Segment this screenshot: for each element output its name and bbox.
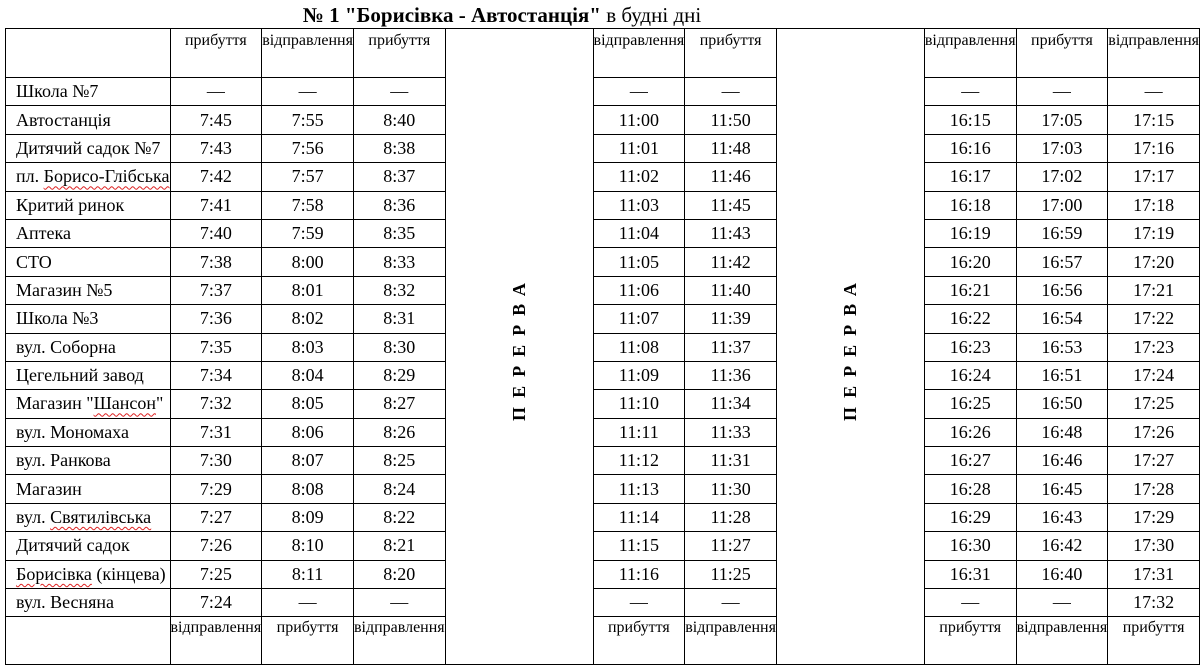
break-label: ПЕРЕРВА: [508, 273, 529, 421]
time-cell: 11:27: [685, 532, 777, 560]
time-cell: 16:15: [924, 106, 1016, 134]
column-footer: прибуття: [262, 617, 354, 665]
time-cell: 17:05: [1016, 106, 1108, 134]
column-header: відправлення: [1108, 29, 1200, 78]
column-footer: відправлення: [353, 617, 445, 665]
stop-name: Магазин "Шансон": [6, 390, 171, 418]
time-cell: 7:55: [262, 106, 354, 134]
time-cell: 8:04: [262, 361, 354, 389]
time-cell: 11:39: [685, 305, 777, 333]
time-cell: 16:48: [1016, 418, 1108, 446]
time-cell: 16:42: [1016, 532, 1108, 560]
time-cell: 8:03: [262, 333, 354, 361]
time-cell: 17:22: [1108, 305, 1200, 333]
time-cell: 8:09: [262, 503, 354, 531]
time-cell: 17:00: [1016, 191, 1108, 219]
time-cell: 17:03: [1016, 134, 1108, 162]
time-cell: 16:30: [924, 532, 1016, 560]
time-cell: 8:05: [262, 390, 354, 418]
column-header: прибуття: [1016, 29, 1108, 78]
time-cell: 17:24: [1108, 361, 1200, 389]
column-header: прибуття: [685, 29, 777, 78]
column-footer: прибуття: [924, 617, 1016, 665]
stop-name: Цегельний завод: [6, 361, 171, 389]
table-row: [6, 106, 1200, 134]
time-cell: 7:43: [170, 134, 262, 162]
time-cell: 7:34: [170, 361, 262, 389]
time-cell: —: [685, 589, 777, 617]
time-cell: 8:20: [353, 560, 445, 588]
time-cell: 16:56: [1016, 276, 1108, 304]
time-cell: 11:28: [685, 503, 777, 531]
time-cell: 8:27: [353, 390, 445, 418]
page-title: [5, 1, 999, 29]
time-cell: —: [353, 78, 445, 106]
time-cell: 7:31: [170, 418, 262, 446]
time-cell: 16:57: [1016, 248, 1108, 276]
table-row: [6, 447, 1200, 475]
time-cell: 17:26: [1108, 418, 1200, 446]
time-cell: 8:31: [353, 305, 445, 333]
time-cell: 16:53: [1016, 333, 1108, 361]
time-cell: 11:43: [685, 219, 777, 247]
time-cell: —: [262, 589, 354, 617]
stop-name: Дитячий садок: [6, 532, 171, 560]
stop-name: Магазин №5: [6, 276, 171, 304]
time-cell: 11:03: [593, 191, 685, 219]
stop-name: СТО: [6, 248, 171, 276]
time-cell: 11:10: [593, 390, 685, 418]
time-cell: 11:13: [593, 475, 685, 503]
column-header: прибуття: [353, 29, 445, 78]
time-cell: 17:29: [1108, 503, 1200, 531]
time-cell: 11:37: [685, 333, 777, 361]
time-cell: —: [593, 589, 685, 617]
time-cell: 11:31: [685, 447, 777, 475]
time-cell: 8:08: [262, 475, 354, 503]
break-label: ПЕРЕРВА: [839, 273, 860, 421]
table-row: [6, 219, 1200, 247]
time-cell: —: [593, 78, 685, 106]
stop-name: Борисівка (кінцева): [6, 560, 171, 588]
time-cell: 16:21: [924, 276, 1016, 304]
time-cell: 17:30: [1108, 532, 1200, 560]
time-cell: 7:57: [262, 163, 354, 191]
column-header: відправлення: [593, 29, 685, 78]
time-cell: 7:59: [262, 219, 354, 247]
table-row: [6, 560, 1200, 588]
stop-header-cell: [6, 29, 171, 78]
time-cell: 7:41: [170, 191, 262, 219]
time-cell: 17:28: [1108, 475, 1200, 503]
time-cell: 11:25: [685, 560, 777, 588]
table-row: [6, 78, 1200, 106]
column-footer: прибуття: [593, 617, 685, 665]
time-cell: 16:43: [1016, 503, 1108, 531]
time-cell: 16:18: [924, 191, 1016, 219]
time-cell: 8:30: [353, 333, 445, 361]
time-cell: 11:40: [685, 276, 777, 304]
time-cell: 8:33: [353, 248, 445, 276]
time-cell: 11:45: [685, 191, 777, 219]
time-cell: 7:58: [262, 191, 354, 219]
gap-cell: [776, 29, 924, 78]
table-row: [6, 475, 1200, 503]
time-cell: 16:16: [924, 134, 1016, 162]
footer-row: [6, 617, 1200, 665]
time-cell: —: [924, 589, 1016, 617]
stop-name: вул. Мономаха: [6, 418, 171, 446]
time-cell: 16:27: [924, 447, 1016, 475]
stop-name: вул. Соборна: [6, 333, 171, 361]
time-cell: 16:59: [1016, 219, 1108, 247]
time-cell: 16:26: [924, 418, 1016, 446]
time-cell: 17:32: [1108, 589, 1200, 617]
time-cell: 11:50: [685, 106, 777, 134]
time-cell: 11:02: [593, 163, 685, 191]
time-cell: 7:42: [170, 163, 262, 191]
time-cell: 8:35: [353, 219, 445, 247]
time-cell: —: [685, 78, 777, 106]
time-cell: 7:40: [170, 219, 262, 247]
time-cell: 8:40: [353, 106, 445, 134]
time-cell: 8:24: [353, 475, 445, 503]
time-cell: 16:45: [1016, 475, 1108, 503]
table-row: [6, 134, 1200, 162]
time-cell: 7:45: [170, 106, 262, 134]
stop-name: Автостанція: [6, 106, 171, 134]
time-cell: 7:36: [170, 305, 262, 333]
stop-name: Магазин: [6, 475, 171, 503]
stop-name: вул. Весняна: [6, 589, 171, 617]
time-cell: 17:16: [1108, 134, 1200, 162]
table-row: [6, 305, 1200, 333]
time-cell: 7:25: [170, 560, 262, 588]
break-cell: [776, 78, 924, 617]
stop-name: Критий ринок: [6, 191, 171, 219]
time-cell: 11:30: [685, 475, 777, 503]
time-cell: —: [924, 78, 1016, 106]
time-cell: 11:36: [685, 361, 777, 389]
time-cell: 11:05: [593, 248, 685, 276]
header-row: [6, 29, 1200, 78]
time-cell: 11:06: [593, 276, 685, 304]
time-cell: 8:00: [262, 248, 354, 276]
time-cell: 16:23: [924, 333, 1016, 361]
time-cell: 16:25: [924, 390, 1016, 418]
time-cell: 11:09: [593, 361, 685, 389]
time-cell: 8:02: [262, 305, 354, 333]
gap-cell: [445, 29, 593, 78]
time-cell: 16:22: [924, 305, 1016, 333]
table-row: [6, 163, 1200, 191]
stop-name: вул. Святилівська: [6, 503, 171, 531]
stop-name: Аптека: [6, 219, 171, 247]
time-cell: 16:54: [1016, 305, 1108, 333]
stop-name: Школа №7: [6, 78, 171, 106]
column-footer: відправлення: [170, 617, 262, 665]
time-cell: 7:37: [170, 276, 262, 304]
time-cell: 11:33: [685, 418, 777, 446]
column-header: відправлення: [924, 29, 1016, 78]
time-cell: 16:31: [924, 560, 1016, 588]
time-cell: 7:35: [170, 333, 262, 361]
time-cell: 8:22: [353, 503, 445, 531]
title-suffix: в будні дні: [600, 3, 702, 27]
time-cell: 8:32: [353, 276, 445, 304]
time-cell: 11:04: [593, 219, 685, 247]
time-cell: 17:25: [1108, 390, 1200, 418]
gap-cell: [445, 617, 593, 665]
time-cell: 11:11: [593, 418, 685, 446]
column-footer: прибуття: [1108, 617, 1200, 665]
time-cell: 17:02: [1016, 163, 1108, 191]
column-header: відправлення: [262, 29, 354, 78]
table-row: [6, 191, 1200, 219]
time-cell: 16:20: [924, 248, 1016, 276]
time-cell: 8:38: [353, 134, 445, 162]
time-cell: —: [1016, 78, 1108, 106]
time-cell: 7:24: [170, 589, 262, 617]
time-cell: 11:08: [593, 333, 685, 361]
time-cell: 11:42: [685, 248, 777, 276]
table-row: [6, 503, 1200, 531]
table-row: [6, 532, 1200, 560]
time-cell: 17:27: [1108, 447, 1200, 475]
stop-name: пл. Борисо-Глібська: [6, 163, 171, 191]
time-cell: 8:37: [353, 163, 445, 191]
time-cell: 8:01: [262, 276, 354, 304]
time-cell: 7:30: [170, 447, 262, 475]
stop-name: Школа №3: [6, 305, 171, 333]
gap-cell: [776, 617, 924, 665]
time-cell: 8:07: [262, 447, 354, 475]
schedule-table: [5, 28, 1200, 665]
time-cell: 17:31: [1108, 560, 1200, 588]
time-cell: 7:38: [170, 248, 262, 276]
time-cell: 16:24: [924, 361, 1016, 389]
time-cell: 16:46: [1016, 447, 1108, 475]
time-cell: 11:07: [593, 305, 685, 333]
time-cell: —: [1108, 78, 1200, 106]
time-cell: 16:51: [1016, 361, 1108, 389]
column-header: прибуття: [170, 29, 262, 78]
stop-footer-cell: [6, 617, 171, 665]
table-row: [6, 418, 1200, 446]
time-cell: 8:29: [353, 361, 445, 389]
table-row: [6, 390, 1200, 418]
time-cell: 16:17: [924, 163, 1016, 191]
time-cell: 17:20: [1108, 248, 1200, 276]
time-cell: 11:14: [593, 503, 685, 531]
time-cell: 8:06: [262, 418, 354, 446]
route-name: № 1 "Борисівка - Автостанція": [302, 3, 601, 27]
table-row: [6, 248, 1200, 276]
column-footer: відправлення: [1016, 617, 1108, 665]
time-cell: 11:46: [685, 163, 777, 191]
time-cell: 11:16: [593, 560, 685, 588]
time-cell: 16:50: [1016, 390, 1108, 418]
time-cell: 11:48: [685, 134, 777, 162]
time-cell: —: [262, 78, 354, 106]
stop-name: вул. Ранкова: [6, 447, 171, 475]
time-cell: 16:29: [924, 503, 1016, 531]
table-row: [6, 361, 1200, 389]
time-cell: 8:11: [262, 560, 354, 588]
time-cell: 16:28: [924, 475, 1016, 503]
time-cell: 8:26: [353, 418, 445, 446]
time-cell: 11:12: [593, 447, 685, 475]
time-cell: 8:21: [353, 532, 445, 560]
time-cell: 8:10: [262, 532, 354, 560]
time-cell: 17:23: [1108, 333, 1200, 361]
time-cell: 16:19: [924, 219, 1016, 247]
stop-name: Дитячий садок №7: [6, 134, 171, 162]
time-cell: 11:15: [593, 532, 685, 560]
time-cell: 7:27: [170, 503, 262, 531]
time-cell: 7:26: [170, 532, 262, 560]
time-cell: 8:25: [353, 447, 445, 475]
time-cell: —: [353, 589, 445, 617]
time-cell: 7:29: [170, 475, 262, 503]
time-cell: 17:21: [1108, 276, 1200, 304]
time-cell: 17:19: [1108, 219, 1200, 247]
time-cell: 11:01: [593, 134, 685, 162]
time-cell: 11:00: [593, 106, 685, 134]
break-cell: [445, 78, 593, 617]
time-cell: 11:34: [685, 390, 777, 418]
time-cell: 7:56: [262, 134, 354, 162]
time-cell: 8:36: [353, 191, 445, 219]
time-cell: 17:18: [1108, 191, 1200, 219]
time-cell: —: [170, 78, 262, 106]
time-cell: 7:32: [170, 390, 262, 418]
table-row: [6, 589, 1200, 617]
table-row: [6, 276, 1200, 304]
time-cell: 16:40: [1016, 560, 1108, 588]
time-cell: —: [1016, 589, 1108, 617]
table-row: [6, 333, 1200, 361]
time-cell: 17:17: [1108, 163, 1200, 191]
time-cell: 17:15: [1108, 106, 1200, 134]
column-footer: відправлення: [685, 617, 777, 665]
